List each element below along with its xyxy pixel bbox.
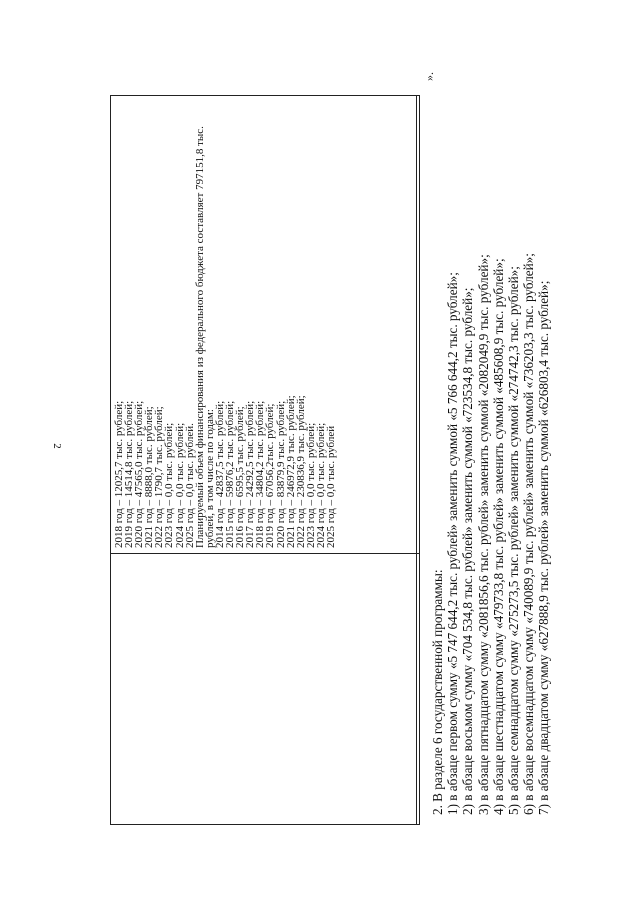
section-heading: 2. В разделе 6 государственной программы: <box>430 569 445 815</box>
amendment-item: 2) в абзаце восьмом сумму «704 534,8 тыс. рублей» заменить суммой «723534,8 тыс. рублей»; <box>460 287 476 815</box>
table-line: 2020 год – 47565,0 тыс. рублей; <box>133 400 146 548</box>
closing-quote: ». <box>422 72 436 81</box>
financing-cell <box>114 100 336 548</box>
amendment-item: 7) в абзаце двадцатом сумму «627888,9 тыс. рублей» заменить суммой «626803,4 тыс. рублей»; <box>536 280 552 815</box>
amendments-block <box>430 253 552 815</box>
page-number: 2 <box>50 443 63 449</box>
table-line: 2018 год – 34804,2 тыс. рублей; <box>254 400 267 548</box>
table-line: 2022 год – 230836,9 тыс. рублей; <box>294 395 307 548</box>
table-line: 2022 год – 1790,7 тыс. рублей; <box>153 406 166 548</box>
table-line: 2023 год – 0,0 тыс. рублей; <box>163 422 176 548</box>
federal-budget-paragraph: Планируемый объем финансирования из федерального бюджета составляет 797151,8 тыс. рублей, в том числе по годам: <box>193 126 216 548</box>
amendment-item: 1) в абзаце первом сумму «5 747 644,2 тыс. рублей» заменить суммой «5 766 644,2 тыс. рублей»; <box>445 272 461 815</box>
table-line: 2025 год – 0,0 тыс. рублей <box>324 425 337 548</box>
amendment-item: 4) в абзаце шестнадцатом сумму «479733,8 тыс. рублей» заменить суммой «485608,9 тыс. рублей»; <box>490 258 506 815</box>
table-line: 2024 год – 0,0 тыс. рублей; <box>173 422 186 548</box>
financing-table <box>110 95 420 825</box>
table-line: 2021 год – 8888,0 тыс. рублей; <box>143 406 156 548</box>
table-line: 2014 год – 42837,5 тыс. рублей; <box>213 400 226 548</box>
table-line: 2024 год – 0,0 тыс. рублей; <box>314 422 327 548</box>
table-line: 2016 год – 6595,5 тыс. рублей; <box>234 406 247 548</box>
amendment-item: 5) в абзаце семнадцатом сумму «275273,5 тыс. рублей» заменить суммой «274742,3 тыс. рублей»; <box>506 266 522 815</box>
amendment-item: 6) в абзаце восемнадцатом сумму «740089,9 тыс. рублей» заменить суммой «736203,3 тыс. рублей»; <box>521 253 537 815</box>
table-line: 2018 год – 12025,7 тыс. рублей; <box>113 400 125 548</box>
table-line: 2023 год – 0,0 тыс. рублей; <box>304 422 317 548</box>
amendment-item: 3) в абзаце пятнадцатом сумму «2081856,6 тыс. рублей» заменить суммой «2082049,9 тыс. рублей»; <box>475 254 491 815</box>
table-line: 2017 год – 24292,5 тыс. рублей; <box>244 400 257 548</box>
table-line: 2025 год – 0,0 тыс. рублей. <box>183 423 196 548</box>
table-line: 2015 год – 59876,2 тыс. рублей; <box>224 400 237 548</box>
table-column-divider <box>111 553 419 554</box>
table-line: 2021 год – 246972,9 тыс. рублей; <box>284 395 297 548</box>
table-bottom-rule <box>416 96 417 824</box>
table-line: 2020 год – 83879,9 тыс. рублей; <box>274 400 287 548</box>
table-line: 2019 год – 14514,8 тыс. рублей; <box>123 400 136 548</box>
table-line: 2019 год – 67056,2тыс. рублей; <box>264 403 277 548</box>
